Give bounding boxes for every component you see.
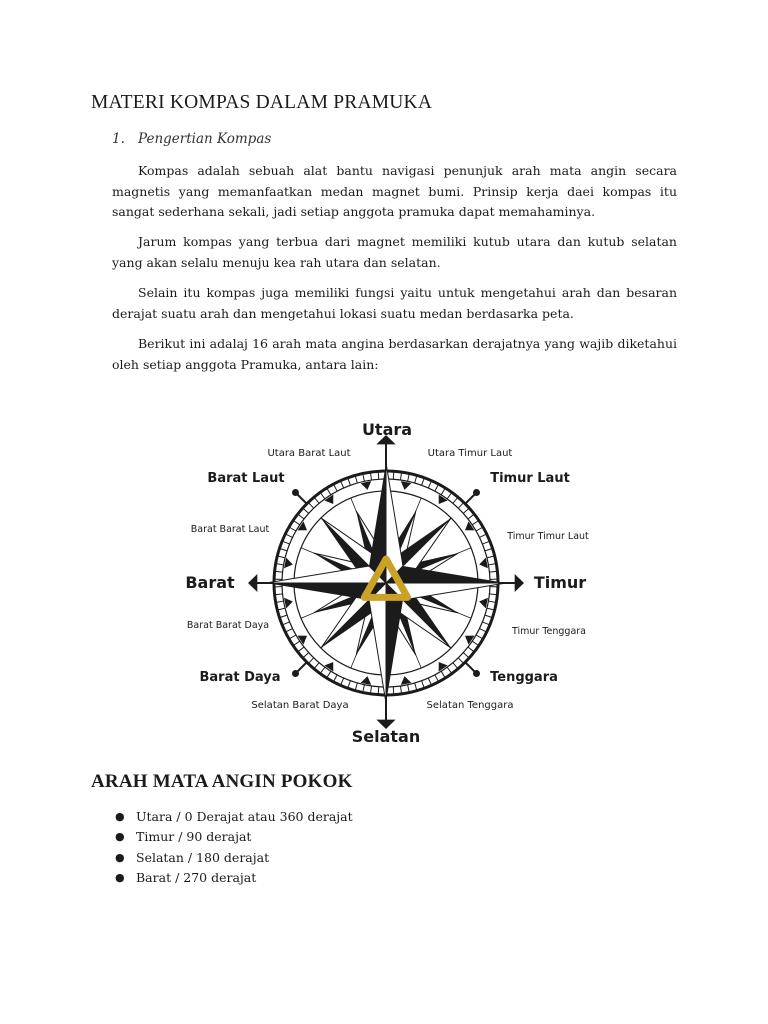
compass-tick	[463, 508, 469, 513]
compass-pin-dot	[473, 489, 480, 496]
list-item-text: Utara / 0 Derajat atau 360 derajat	[136, 809, 353, 824]
compass-rose-graphic	[248, 435, 524, 729]
compass-tick	[468, 647, 474, 652]
compass-pin-dot	[292, 670, 299, 677]
compass-tick	[327, 671, 331, 678]
compass-tick	[333, 484, 337, 491]
compass-tick	[482, 541, 489, 544]
compass-tick	[289, 527, 296, 531]
compass-tick	[282, 622, 289, 625]
compass-tick	[476, 527, 483, 531]
compass-label-wnw: Barat Barat Laut	[190, 524, 270, 535]
compass-pin-dot	[473, 670, 480, 677]
compass-label-s: Selatan	[351, 727, 421, 746]
list-item-text: Barat / 270 derajat	[136, 869, 257, 885]
compass-label-nnw: Utara Barat Laut	[267, 448, 351, 459]
compass-tick	[378, 471, 379, 479]
compass-tick	[447, 492, 452, 498]
list-item	[112, 807, 353, 827]
compass-label-ne: Timur Laut	[490, 471, 570, 486]
compass-rose	[178, 412, 598, 752]
compass-tick	[308, 658, 314, 664]
compass-tick	[468, 514, 474, 519]
compass-tick	[320, 667, 325, 673]
compass-star-cardinal	[266, 566, 386, 583]
compass-tick	[428, 481, 431, 488]
compass-star-cardinal	[386, 566, 506, 583]
paragraph: Jarum kompas yang terbua dari magnet memiliki kutub utara dan kutub selatan yang akan selalu menuju kea rah utara dan selatan.	[112, 234, 677, 270]
compass-tick	[453, 497, 458, 503]
compass-tick	[453, 663, 458, 669]
compass-label-wsw: Barat Barat Daya	[186, 620, 270, 631]
section-number: 1.	[112, 131, 125, 147]
compass-marker	[284, 558, 293, 569]
list-item-text: Selatan / 180 derajat	[136, 849, 270, 865]
list-item	[112, 848, 353, 868]
compass-label-ene: Timur Timur Laut	[507, 531, 589, 542]
bullet-icon: ●	[115, 810, 125, 823]
compass-tick	[285, 534, 292, 538]
compass-marker	[361, 481, 372, 490]
compass-tick	[327, 488, 331, 495]
compass-label-se: Tenggara	[490, 670, 558, 685]
compass-tick	[340, 678, 343, 685]
compass-label-sw: Barat Daya	[199, 670, 281, 685]
compass-tick	[472, 520, 479, 524]
compass-tick	[479, 534, 486, 538]
compass-tick	[314, 497, 319, 503]
compass-label-w: Barat	[185, 573, 235, 592]
compass-tick	[476, 635, 483, 639]
compass-tick	[348, 478, 351, 486]
compass-tick	[333, 675, 337, 682]
compass-tick	[435, 675, 439, 682]
compass-tick	[289, 635, 296, 639]
bullet-icon: ●	[115, 850, 125, 864]
compass-arrow-head	[248, 574, 257, 592]
compass-star-cardinal	[386, 583, 403, 703]
compass-tick	[447, 667, 452, 673]
compass-tick	[482, 622, 489, 625]
compass-tick	[428, 678, 431, 685]
compass-tick	[463, 653, 469, 658]
paragraph: Kompas adalah sebuah alat bantu navigasi penunjuk arah mata angin secara magnetis yang memanfaatkan medan magnet bumi. Prinsip kerja daei kompas itu sangat sederhana sekali, jadi setiap anggota pramuka dapat memahaminya.	[112, 163, 677, 219]
compass-tick	[303, 508, 309, 513]
compass-label-n: Utara	[361, 420, 413, 439]
compass-tick	[298, 647, 304, 652]
compass-tick	[298, 514, 304, 519]
compass-tick	[441, 671, 445, 678]
compass-tick	[348, 681, 351, 689]
list-item	[112, 827, 353, 847]
paragraph: Selain itu kompas juga memiliki fungsi yaitu untuk mengetahui arah dan besaran derajat suatu arah dan mengetahui lokasi suatu medan berdasarka peta.	[112, 285, 677, 321]
direction-list	[112, 807, 353, 888]
bullet-icon: ●	[115, 870, 125, 884]
compass-tick	[282, 541, 289, 544]
compass-tick	[378, 687, 379, 695]
compass-rose-figure	[178, 412, 598, 752]
compass-arrow-head	[515, 574, 524, 592]
compass-marker	[284, 598, 293, 609]
compass-tick	[472, 641, 479, 645]
compass-tick	[340, 481, 343, 488]
compass-label-ssw: Selatan Barat Daya	[251, 700, 349, 711]
compass-tick	[458, 502, 464, 508]
compass-tick	[308, 502, 314, 508]
compass-tick	[393, 471, 394, 479]
paragraph: Berikut ini adalaj 16 arah mata angina berdasarkan derajatnya yang wajib diketahui oleh setiap anggota Pramuka, antara lain:	[112, 336, 677, 372]
compass-tick	[422, 681, 425, 689]
compass-label-e: Timur	[533, 573, 587, 592]
compass-marker	[401, 481, 412, 490]
compass-marker	[479, 558, 488, 569]
compass-tick	[422, 478, 425, 486]
compass-tick	[293, 520, 300, 524]
page-title: MATERI KOMPAS DALAM PRAMUKA	[91, 92, 433, 113]
compass-label-ese: Timur Tenggara	[511, 626, 587, 637]
compass-tick	[320, 492, 325, 498]
compass-tick	[393, 687, 394, 695]
compass-tick	[479, 629, 486, 633]
section-label: Pengertian Kompas	[138, 131, 272, 147]
compass-tick	[435, 484, 439, 491]
compass-label-nne: Utara Timur Laut	[427, 448, 513, 459]
compass-tick	[303, 653, 309, 658]
compass-star-cardinal	[369, 583, 386, 703]
compass-marker	[401, 676, 412, 685]
compass-tick	[285, 629, 292, 633]
section-heading-arah-pokok: ARAH MATA ANGIN POKOK	[91, 771, 353, 792]
compass-tick	[293, 641, 300, 645]
compass-marker	[361, 676, 372, 685]
bullet-icon: ●	[115, 830, 125, 844]
compass-label-sse: Selatan Tenggara	[426, 700, 514, 711]
compass-marker	[479, 598, 488, 609]
section-heading	[112, 131, 271, 147]
list-item-text: Timur / 90 derajat	[136, 829, 252, 845]
compass-pin-dot	[292, 489, 299, 496]
compass-tick	[458, 658, 464, 664]
compass-tick	[441, 488, 445, 495]
compass-label-nw: Barat Laut	[207, 471, 285, 486]
list-item	[112, 868, 353, 888]
compass-tick	[314, 663, 319, 669]
